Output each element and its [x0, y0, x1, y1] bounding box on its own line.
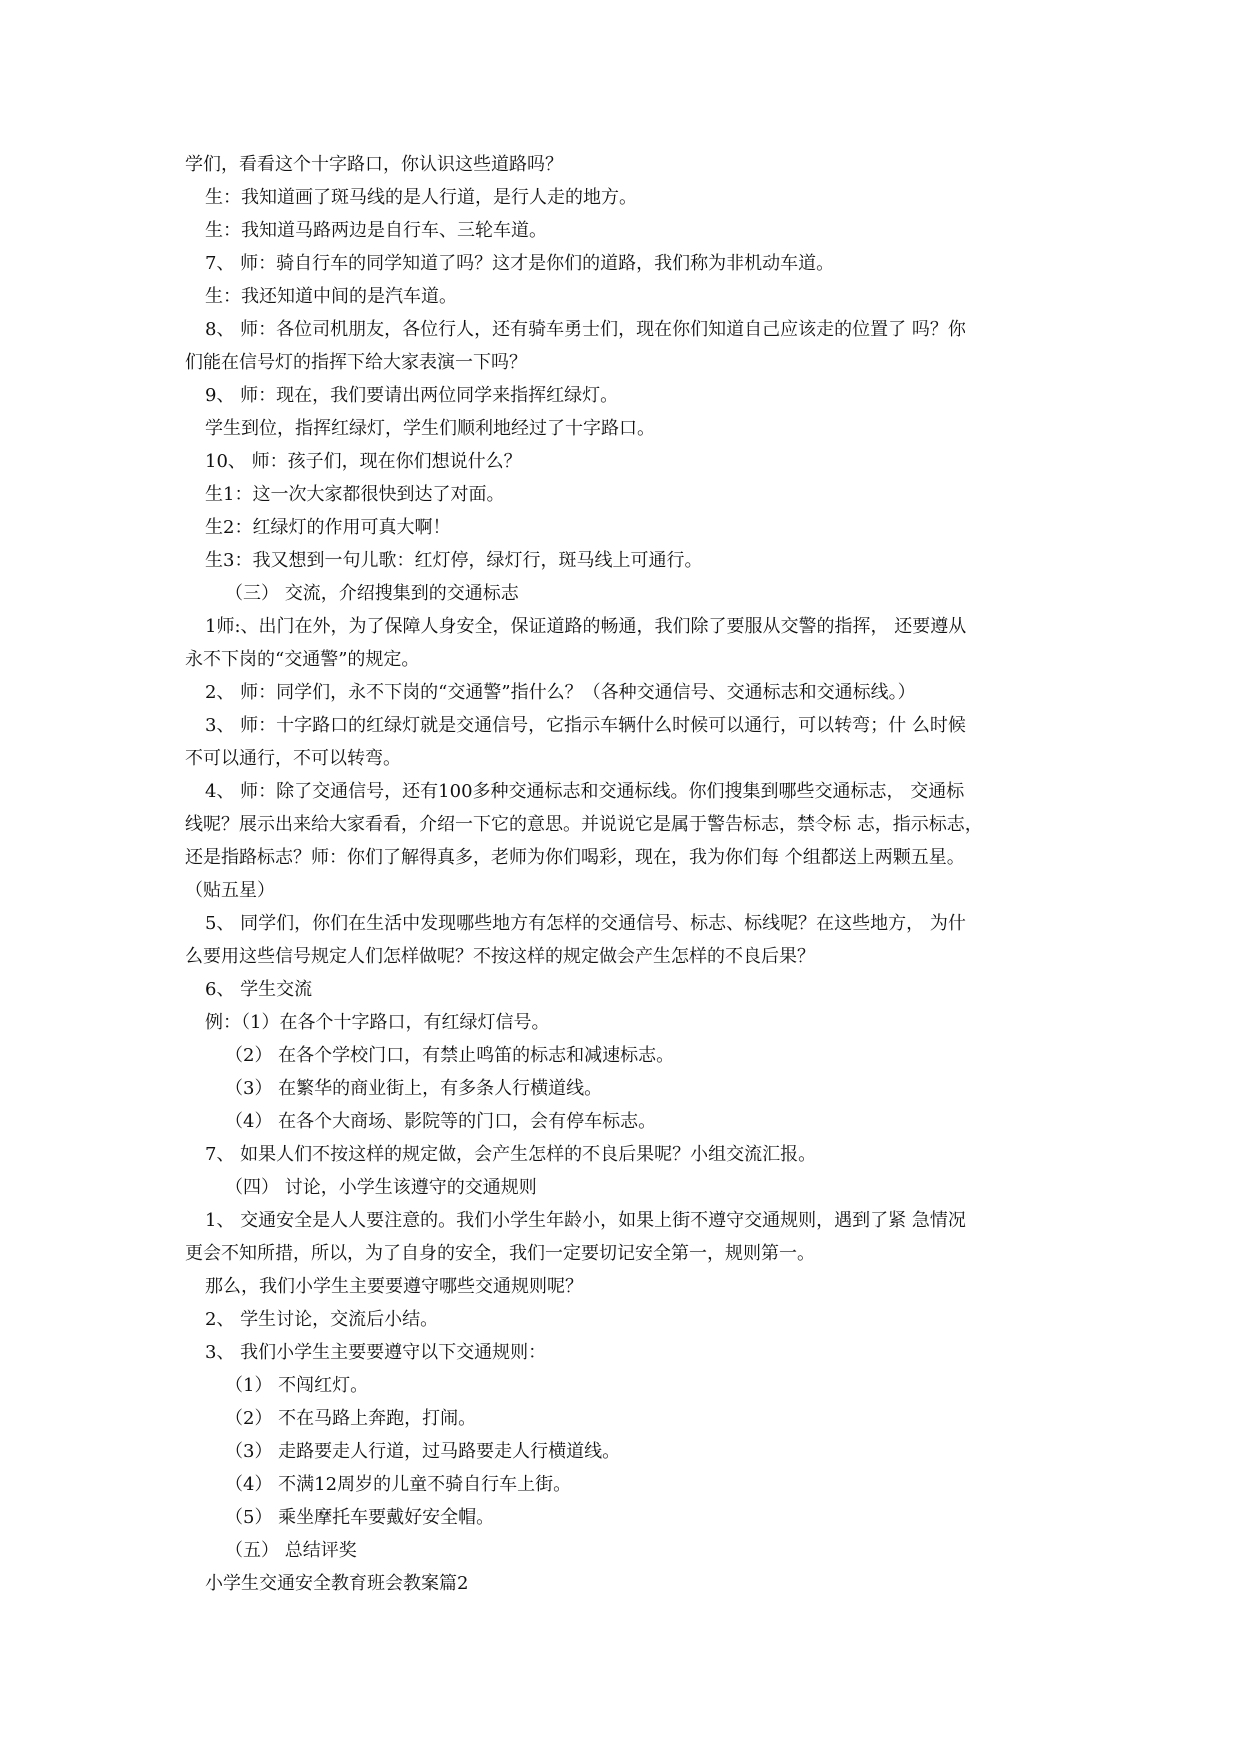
text-line: 7、 师：骑自行车的同学知道了吗？这才是你们的道路，我们称为非机动车道。: [205, 253, 835, 274]
text-line: 5、 同学们，你们在生活中发现哪些地方有怎样的交通信号、标志、标线呢？在这些地方， 为什: [205, 913, 966, 934]
text-line: 永不下岗的“交通警”的规定。: [185, 649, 420, 670]
text-line: 7、 如果人们不按这样的规定做，会产生怎样的不良后果呢？小组交流汇报。: [205, 1144, 817, 1165]
document-body: [185, 148, 1070, 1600]
text-line: （2） 不在马路上奔跑，打闹。: [225, 1408, 477, 1429]
text-line: （4） 不满12周岁的儿童不骑自行车上街。: [225, 1474, 572, 1495]
text-line: 学们，看看这个十字路口，你认识这些道路吗？: [185, 154, 563, 175]
text-line: 更会不知所措，所以，为了自身的安全，我们一定要切记安全第一，规则第一。: [185, 1243, 815, 1264]
text-line: 小学生交通安全教育班会教案篇2: [205, 1573, 469, 1594]
text-line: 线呢？展示出来给大家看看，介绍一下它的意思。并说说它是属于警告标志，禁令标 志，指示标志，: [185, 814, 983, 835]
text-line: 3、 师：十字路口的红绿灯就是交通信号，它指示车辆什么时候可以通行，可以转弯；什 么时候: [205, 715, 966, 736]
text-line: 们能在信号灯的指挥下给大家表演一下吗？: [185, 352, 527, 373]
text-line: 生3：我又想到一句儿歌：红灯停，绿灯行，斑马线上可通行。: [205, 550, 703, 571]
text-line: 2、 师：同学们，永不下岗的“交通警”指什么？（各种交通信号、交通标志和交通标线。）: [205, 682, 916, 703]
text-line: 2、 学生讨论，交流后小结。: [205, 1309, 439, 1330]
text-line: 3、 我们小学生主要要遵守以下交通规则：: [205, 1342, 547, 1363]
text-line: 生1：这一次大家都很快到达了对面。: [205, 484, 505, 505]
text-line: （贴五星）: [185, 880, 275, 901]
text-line: （3） 在繁华的商业街上，有多条人行横道线。: [225, 1078, 603, 1099]
text-line: 生2：红绿灯的作用可真大啊！: [205, 517, 451, 538]
text-line: 例：（1）在各个十字路口，有红绿灯信号。: [205, 1012, 550, 1033]
text-line: （3） 走路要走人行道，过马路要走人行横道线。: [225, 1441, 621, 1462]
text-line: 不可以通行，不可以转弯。: [185, 748, 401, 769]
text-line: 1、 交通安全是人人要注意的。我们小学生年龄小，如果上街不遵守交通规则，遇到了紧 急情况: [205, 1210, 966, 1231]
text-line: 1师:、出门在外，为了保障人身安全，保证道路的畅通，我们除了要服从交警的指挥， 还要遵从: [205, 616, 967, 637]
text-line: 生：我还知道中间的是汽车道。: [205, 286, 457, 307]
text-line: （四） 讨论，小学生该遵守的交通规则: [225, 1177, 537, 1198]
text-line: 生：我知道画了斑马线的是人行道，是行人走的地方。: [205, 187, 637, 208]
text-line: （1） 不闯红灯。: [225, 1375, 369, 1396]
text-line: （4） 在各个大商场、影院等的门口，会有停车标志。: [225, 1111, 657, 1132]
text-line: （2） 在各个学校门口，有禁止鸣笛的标志和减速标志。: [225, 1045, 675, 1066]
text-line: 生：我知道马路两边是自行车、三轮车道。: [205, 220, 547, 241]
text-line: 那么，我们小学生主要要遵守哪些交通规则呢？: [205, 1276, 583, 1297]
text-line: 10、 师：孩子们，现在你们想说什么？: [205, 451, 522, 472]
text-line: （三） 交流，介绍搜集到的交通标志: [225, 583, 519, 604]
text-line: 9、 师：现在，我们要请出两位同学来指挥红绿灯。: [205, 385, 619, 406]
text-line: 8、 师：各位司机朋友，各位行人，还有骑车勇士们，现在你们知道自己应该走的位置了 吗？你: [205, 319, 966, 340]
text-line: 么要用这些信号规定人们怎样做呢？不按这样的规定做会产生怎样的不良后果？: [185, 946, 815, 967]
text-line: （5） 乘坐摩托车要戴好安全帽。: [225, 1507, 495, 1528]
text-line: 学生到位，指挥红绿灯，学生们顺利地经过了十字路口。: [205, 418, 655, 439]
text-line: 4、 师：除了交通信号，还有100多种交通标志和交通标线。你们搜集到哪些交通标志， 交通标: [205, 781, 965, 802]
text-line: 还是指路标志？师：你们了解得真多，老师为你们喝彩，现在，我为你们每 个组都送上两颗五星。: [185, 847, 965, 868]
text-line: 6、 学生交流: [205, 979, 313, 1000]
text-line: （五） 总结评奖: [225, 1540, 357, 1561]
